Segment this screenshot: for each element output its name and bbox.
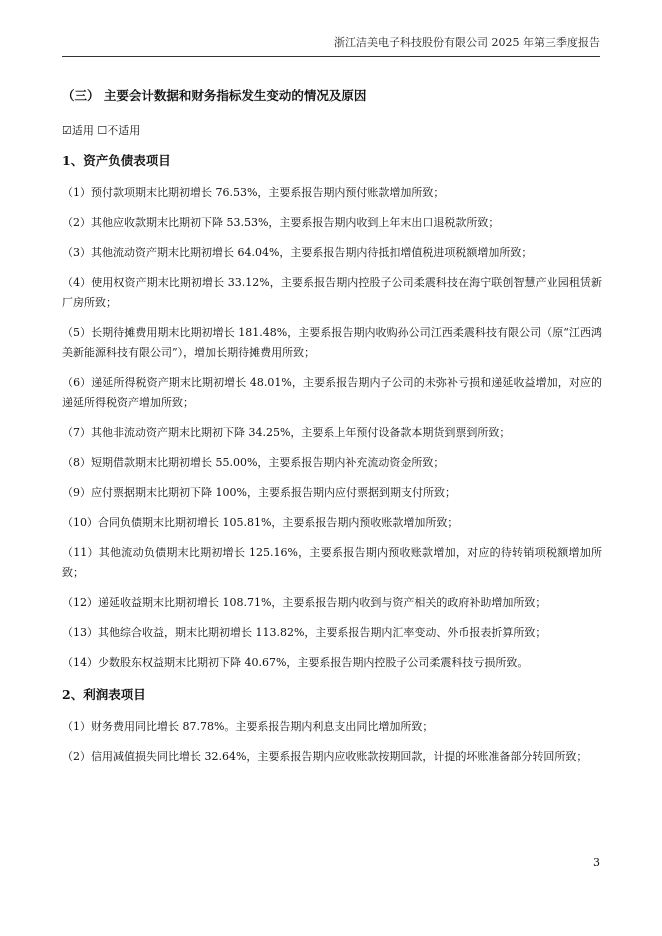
balance-sheet-item: （13）其他综合收益，期末比期初增长 113.82%，主要系报告期内汇率变动、外币报表折算所致； (62, 626, 547, 639)
income-statement-item: （2）信用减值损失同比增长 32.64%，主要系报告期内应收账款按期回款，计提的坏账准备部分转回所致； (62, 750, 588, 763)
balance-sheet-item: （5）长期待摊费用期末比期初增长 181.48%，主要系报告期内收购孙公司江西柔震科技有限公司（原“江西鸿美新能源科技有限公司”），增加长期待摊费用所致； (62, 326, 602, 359)
balance-sheet-item: （1）预付款项期末比期初增长 76.53%，主要系报告期内预付账款增加所致； (62, 186, 445, 199)
balance-sheet-item: （14）少数股东权益期末比期初下降 40.67%，主要系报告期内控股子公司柔震科技亏损所致。 (62, 656, 529, 669)
balance-sheet-item: （8）短期借款期末比期初增长 55.00%，主要系报告期内补充流动资金所致； (62, 456, 445, 469)
page-number: 3 (593, 856, 600, 869)
balance-sheet-item: （12）递延收益期末比期初增长 108.71%，主要系报告期内收到与资产相关的政府补助增加所致； (62, 596, 547, 609)
document-body (62, 86, 602, 777)
balance-sheet-item: （7）其他非流动资产期末比期初下降 34.25%，主要系上年预付设备款本期货到票到所致； (62, 426, 511, 439)
balance-sheet-item: （11）其他流动负债期末比期初增长 125.16%，主要系报告期内预收账款增加，对应的待转销项税额增加所致； (62, 546, 602, 579)
applicability-checkbox-line: ☑适用 ☐不适用 (62, 124, 141, 137)
balance-sheet-heading: 1、资产负债表项目 (62, 153, 171, 168)
page-header: 浙江洁美电子科技股份有限公司 2025 年第三季度报告 (334, 36, 600, 49)
balance-sheet-item: （10）合同负债期末比期初增长 105.81%，主要系报告期内预收账款增加所致； (62, 516, 459, 529)
balance-sheet-item: （2）其他应收款期末比期初下降 53.53%，主要系报告期内收到上年末出口退税款所致； (62, 216, 500, 229)
balance-sheet-item: （3）其他流动资产期末比期初增长 64.04%，主要系报告期内待抵扣增值税进项税额增加所致； (62, 246, 533, 259)
balance-sheet-item: （6）递延所得税资产期末比期初增长 48.01%，主要系报告期内子公司的未弥补亏损和递延收益增加，对应的递延所得税资产增加所致； (62, 376, 602, 409)
balance-sheet-item: （9）应付票据期末比期初下降 100%，主要系报告期内应付票据到期支付所致； (62, 486, 456, 499)
income-statement-heading: 2、利润表项目 (62, 687, 146, 702)
header-rule (62, 56, 600, 57)
balance-sheet-item: （4）使用权资产期末比期初增长 33.12%，主要系报告期内控股子公司柔震科技在海宁联创智慧产业园租赁新厂房所致； (62, 276, 602, 309)
income-statement-item: （1）财务费用同比增长 87.78%。主要系报告期内利息支出同比增加所致； (62, 720, 434, 733)
section-title: （三） 主要会计数据和财务指标发生变动的情况及原因 (62, 88, 367, 103)
